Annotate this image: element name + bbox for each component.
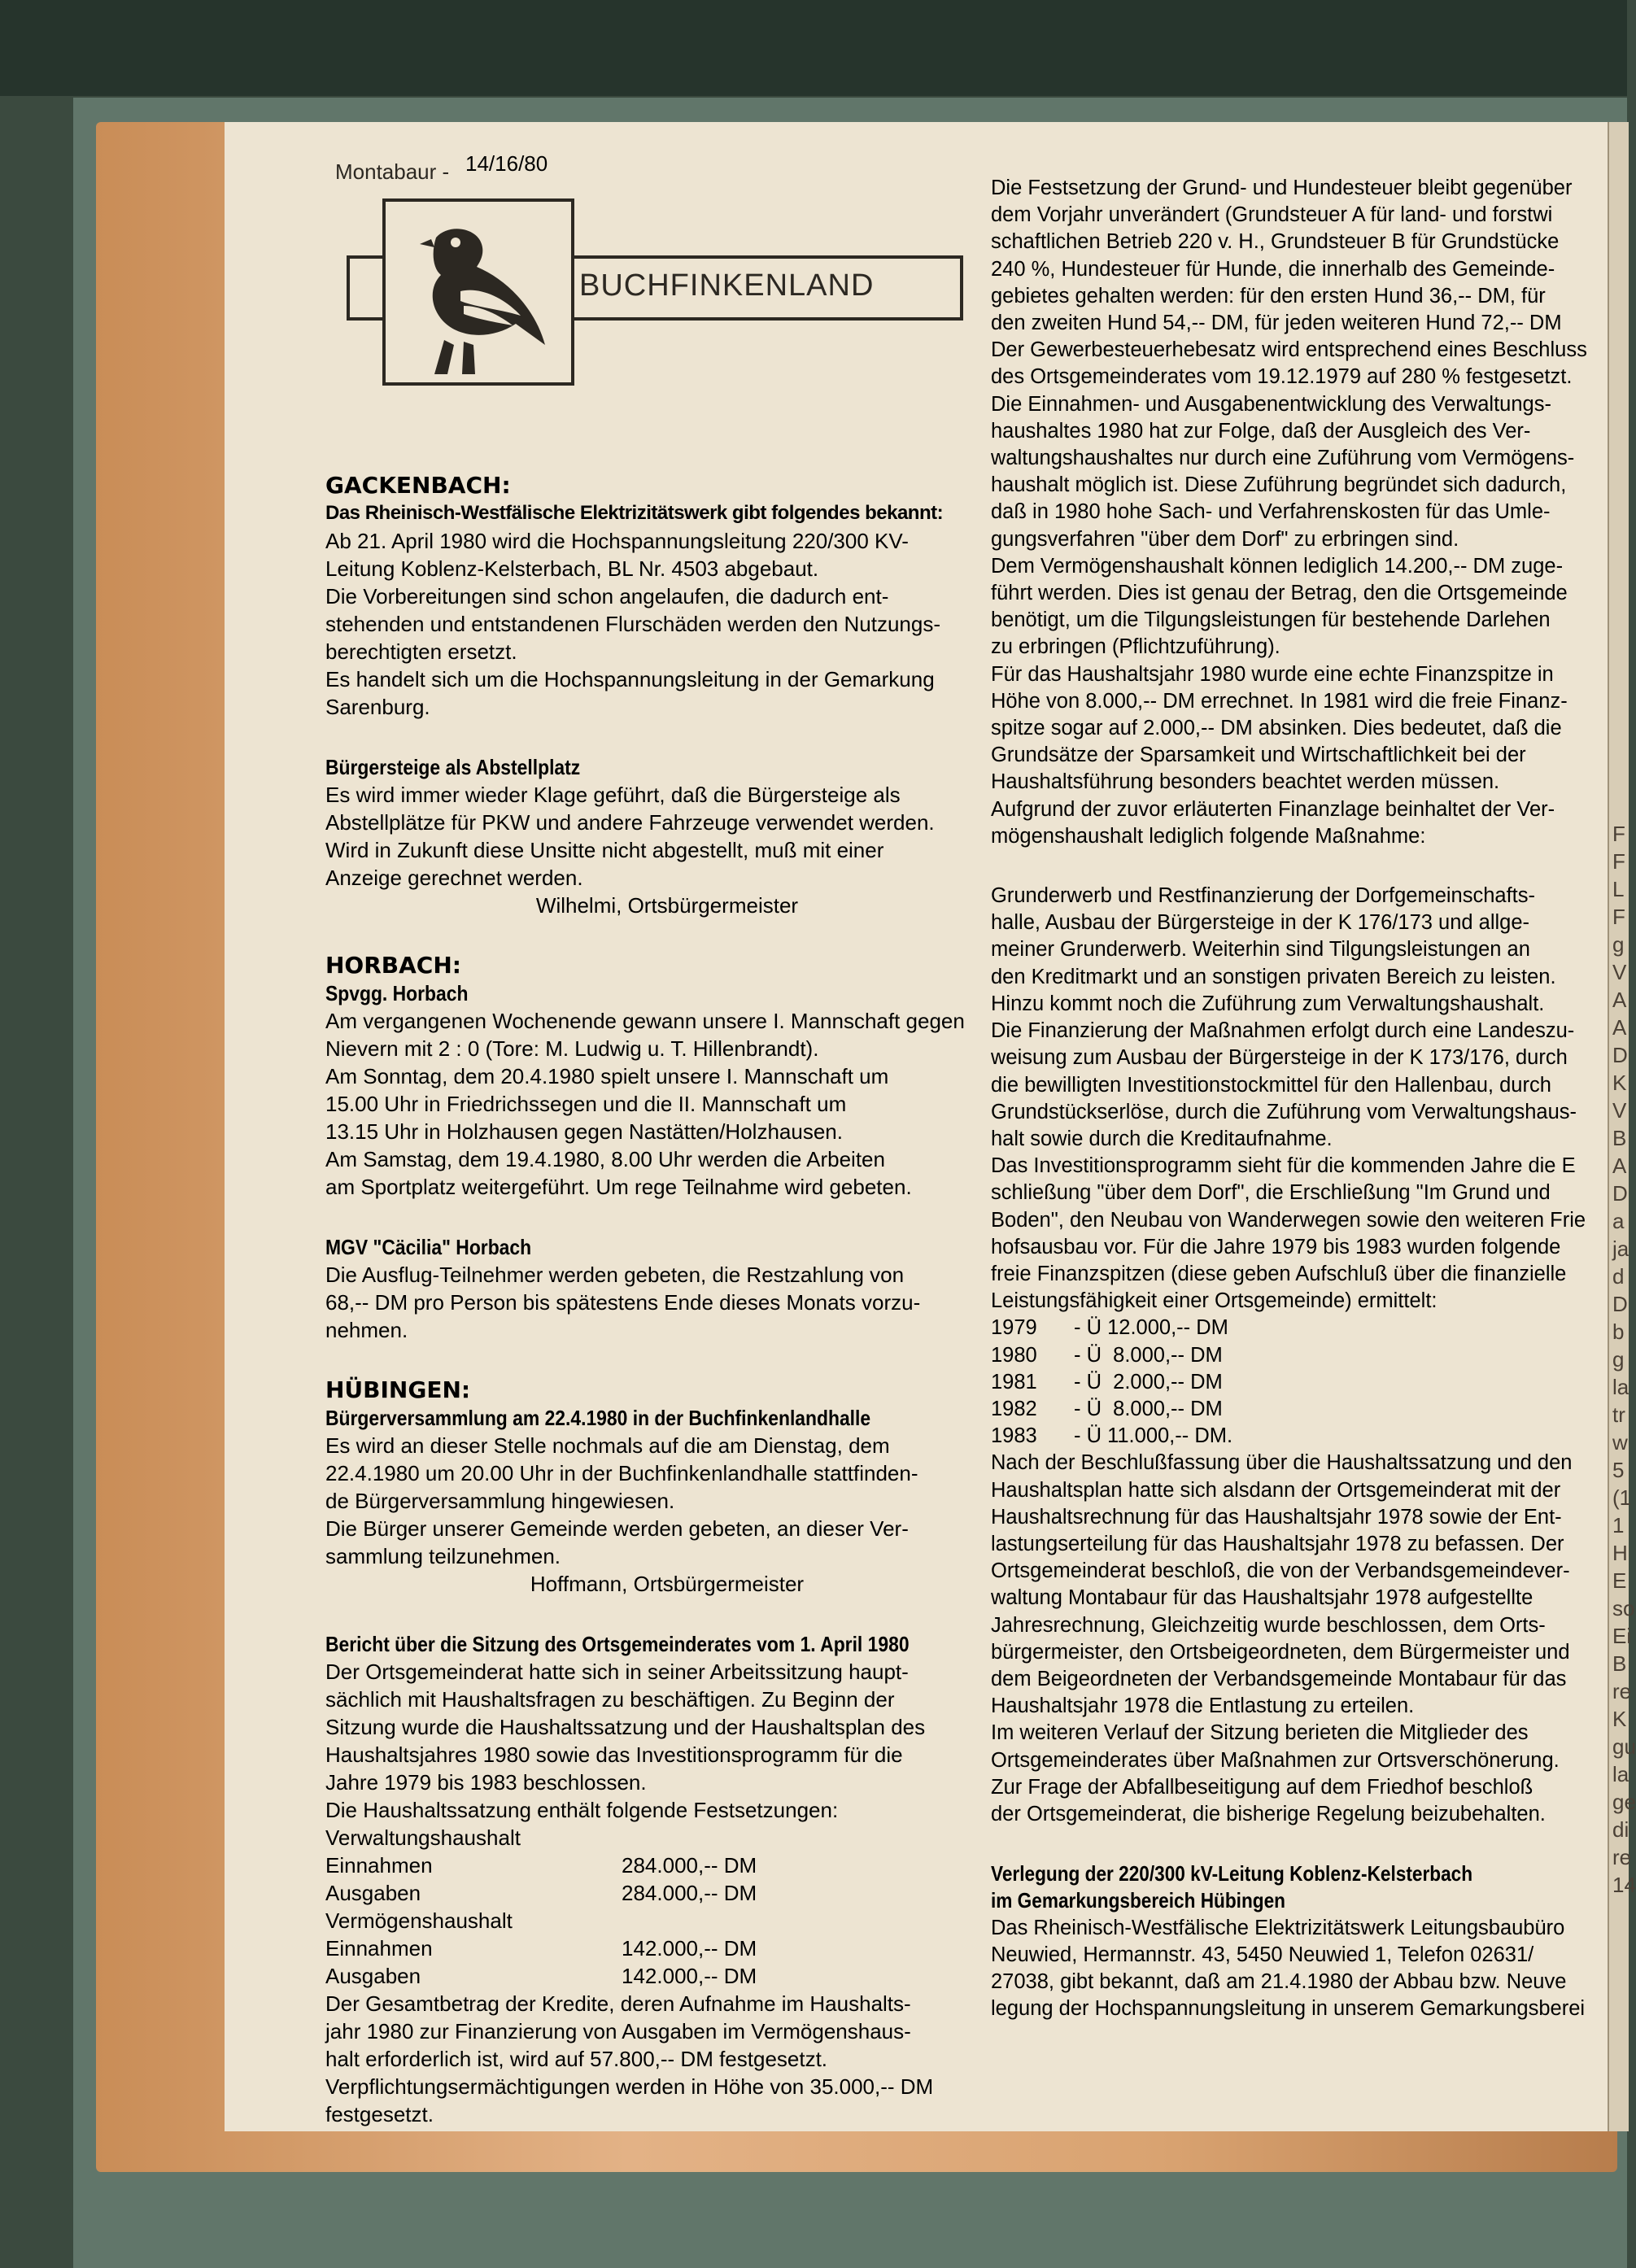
text-line: hofsausbau vor. Für die Jahre 1979 bis 1983 wurden folgende	[991, 1235, 1561, 1258]
edge-letter: K	[1612, 1071, 1627, 1095]
text-line: Im weiteren Verlauf der Sitzung berieten die Mitglieder des	[991, 1721, 1529, 1745]
budget-row	[325, 1962, 976, 1990]
edge-letter: F	[1612, 822, 1625, 846]
finch-bird-icon	[386, 202, 571, 382]
text-line: den zweiten Hund 54,-- DM, für jeden weiteren Hund 72,-- DM	[991, 312, 1562, 335]
text-line: Ortsgemeinderates über Maßnahmen zur Ortsverschönerung.	[991, 1748, 1560, 1772]
text-line: Höhe von 8.000,-- DM errechnet. In 1981 wird die freie Finanz-	[991, 689, 1568, 713]
notice-body-rwe	[325, 527, 976, 721]
text-line: freie Finanzspitzen (diese geben Aufschluß über die finanzielle	[991, 1262, 1567, 1285]
edge-letter: re	[1612, 1845, 1632, 1869]
edge-letter: A	[1612, 1154, 1627, 1178]
text-line: Die Festsetzung der Grund- und Hundesteuer bleibt gegenüber	[991, 177, 1573, 199]
text-line: Nievern mit 2 : 0 (Tore: M. Ludwig u. T. Hillenbrandt).	[325, 1036, 819, 1061]
text-line: sächlich mit Haushaltsfragen zu beschäftigen. Zu Beginn der	[325, 1687, 895, 1712]
text-line: jahr 1980 zur Finanzierung von Ausgaben im Vermögenshaus-	[325, 2019, 911, 2043]
finanzspitze-year: 1980	[991, 1343, 1037, 1367]
budget-row	[325, 1879, 976, 1907]
edge-letter: H	[1612, 1541, 1628, 1565]
text-line: Die Bürger unserer Gemeinde werden gebeten, an dieser Ver-	[325, 1516, 909, 1541]
notice-body-kredite	[325, 1990, 976, 2128]
text-line: 13.15 Uhr in Holzhausen gegen Nastätten/Holzhausen.	[325, 1119, 843, 1144]
finanzspitze-row	[991, 1315, 1593, 1341]
notice-heading-buergersteige: Bürgersteige als Abstellplatz	[325, 755, 581, 779]
notice-body-buergerversammlung	[325, 1432, 976, 1570]
paragraph-verlegung	[991, 1915, 1593, 2023]
text-line: Sarenburg.	[325, 695, 430, 719]
text-line: haushaltes 1980 hat zur Folge, daß der Ausgleich des Ver-	[991, 419, 1531, 443]
issue-number: 14/16/80	[465, 151, 548, 176]
notice-body-mgv	[325, 1261, 976, 1344]
edge-letter: F	[1612, 905, 1625, 929]
text-line: Hinzu kommt noch die Zuführung zum Verwaltungshaushalt.	[991, 992, 1545, 1015]
edge-letter: a	[1612, 1209, 1625, 1233]
text-line: Zur Frage der Abfallbeseitigung auf dem Friedhof beschloß	[991, 1775, 1533, 1799]
text-line: Für das Haushaltsjahr 1980 wurde eine echte Finanzspitze in	[991, 662, 1554, 686]
text-line: halle, Ausbau der Bürgersteige in der K 176/173 und allge-	[991, 911, 1530, 935]
text-line: zu erbringen (Pflichtzuführung).	[991, 635, 1280, 659]
text-line: spitze sogar auf 2.000,-- DM absinken. Dies bedeutet, daß die	[991, 717, 1562, 740]
text-line: Der Gesamtbetrag der Kredite, deren Aufnahme im Haushalts-	[325, 1991, 911, 2016]
text-line: Wird in Zukunft diese Unsitte nicht abgestellt, muß mit einer	[325, 838, 884, 862]
text-line: haushalt möglich ist. Diese Zuführung begründet sich dadurch,	[991, 473, 1567, 497]
budget-label: Einnahmen	[325, 1853, 433, 1878]
text-line: Boden", den Neubau von Wanderwegen sowie den weiteren Frie	[991, 1208, 1586, 1232]
edge-letter: F	[1612, 849, 1625, 874]
text-line: Haushaltsführung besonders beachtet werden müssen.	[991, 770, 1500, 794]
edge-letter: w	[1612, 1430, 1628, 1455]
text-line: Dem Vermögenshaushalt können lediglich 14.200,-- DM zuge-	[991, 554, 1564, 578]
finanzspitze-year: 1981	[991, 1370, 1037, 1394]
header-place: Montabaur -	[335, 159, 450, 184]
text-line: Haushaltsjahr 1978 die Entlastung zu erteilen.	[991, 1694, 1415, 1718]
edge-letter: g	[1612, 1347, 1625, 1372]
text-line: 27038, gibt bekannt, daß am 21.4.1980 der Abbau bzw. Neuve	[991, 1970, 1567, 1993]
edge-letter: b	[1612, 1319, 1625, 1344]
budget-amount: 284.000,-- DM	[622, 1853, 757, 1878]
masthead-title: BUCHFINKENLAND	[579, 268, 875, 303]
edge-letter: la	[1612, 1375, 1629, 1399]
right-column	[991, 175, 1593, 2022]
text-line: waltung Montabaur für das Haushaltsjahr 1978 aufgestellte	[991, 1586, 1533, 1610]
edge-letter: A	[1612, 988, 1627, 1012]
text-line: stehenden und entstandenen Flurschäden werden den Nutzungs-	[325, 612, 940, 636]
text-line: Am Samstag, dem 19.4.1980, 8.00 Uhr werden die Arbeiten	[325, 1147, 885, 1171]
text-line: festgesetzt.	[325, 2102, 434, 2126]
text-line: Die Vorbereitungen sind schon angelaufen, die dadurch ent-	[325, 584, 889, 608]
edge-letter: g	[1612, 932, 1625, 957]
notice-heading-mgv: MGV "Cäcilia" Horbach	[325, 1235, 532, 1259]
edge-letter: D	[1612, 1292, 1628, 1316]
edge-letter: A	[1612, 1015, 1627, 1040]
text-line: dem Beigeordneten der Verbandsgemeinde Montabaur für das	[991, 1667, 1567, 1690]
edge-letter: gu	[1612, 1734, 1636, 1759]
text-line: 240 %, Hundesteuer für Hunde, die innerhalb des Gemeinde-	[991, 257, 1555, 281]
text-line: die bewilligten Investitionstockmittel für den Hallenbau, durch	[991, 1073, 1551, 1097]
edge-letter: di	[1612, 1817, 1629, 1842]
edge-letter: D	[1612, 1181, 1628, 1206]
text-line: Jahre 1979 bis 1983 beschlossen.	[325, 1770, 647, 1795]
edge-letter: L	[1612, 877, 1625, 901]
text-line: schaftlichen Betrieb 220 v. H., Grundsteuer B für Grundstücke	[991, 230, 1560, 254]
text-line: gungsverfahren "über dem Dorf" zu erbringen sind.	[991, 527, 1459, 551]
text-line: Das Rheinisch-Westfälische Elektrizitätswerk Leitungsbaubüro	[991, 1916, 1565, 1939]
edge-letter: ja	[1612, 1236, 1629, 1261]
text-line: Ab 21. April 1980 wird die Hochspannungsleitung 220/300 KV-	[325, 529, 909, 553]
text-line: Es handelt sich um die Hochspannungsleitung in der Gemarkung	[325, 667, 935, 691]
text-line: Haushaltsrechnung für das Haushaltsjahr 1978 sowie der Ent-	[991, 1505, 1562, 1529]
text-line: gebietes gehalten werden: für den ersten Hund 36,-- DM, für	[991, 284, 1546, 307]
finanzspitze-amount: - Ü 2.000,-- DM	[1074, 1370, 1223, 1394]
text-line: benötigt, um die Tilgungsleistungen für bestehende Darlehen	[991, 608, 1551, 632]
text-line: lastungserteilung für das Haushaltsjahr 1978 zu befassen. Der	[991, 1532, 1564, 1555]
text-line: Der Ortsgemeinderat hatte sich in seiner Arbeitssitzung haupt-	[325, 1660, 909, 1684]
budget-row	[325, 1824, 976, 1851]
finanzspitze-amount: - Ü 8.000,-- DM	[1074, 1397, 1223, 1420]
text-line: Verpflichtungsermächtigungen werden in Höhe von 35.000,-- DM	[325, 2074, 934, 2099]
signature-wilhelmi: Wilhelmi, Ortsbürgermeister	[535, 893, 799, 918]
text-line: mögenshaushalt lediglich folgende Maßnahme:	[991, 824, 1426, 848]
edge-letter: la	[1612, 1762, 1629, 1786]
text-line: Leistungsfähigkeit einer Ortsgemeinde) ermittelt:	[991, 1289, 1437, 1313]
edge-letter: ge	[1612, 1790, 1636, 1814]
text-line: Aufgrund der zuvor erläuterten Finanzlage beinhaltet der Ver-	[991, 797, 1555, 821]
text-line: Neuwied, Hermannstr. 43, 5450 Neuwied 1, Telefon 02631/	[991, 1943, 1534, 1966]
text-line: waltungshaushaltes nur durch eine Zuführung vom Vermögens-	[991, 447, 1575, 470]
edge-letter: 5	[1612, 1458, 1625, 1482]
budget-label: Verwaltungshaushalt	[325, 1825, 521, 1850]
budget-row	[325, 1851, 976, 1879]
text-line: 15.00 Uhr in Friedrichssegen und die II. Mannschaft um	[325, 1092, 847, 1116]
title-band-right-edge	[960, 255, 963, 321]
edge-letter: (1	[1612, 1485, 1632, 1510]
text-line: legung der Hochspannungsleitung in unserem Gemarkungsberei	[991, 1997, 1586, 2021]
edge-letter: B	[1612, 1126, 1627, 1150]
edge-letter: 1	[1612, 1513, 1625, 1537]
notice-body-buergersteige	[325, 781, 976, 892]
notice-body-sitzungsbericht	[325, 1658, 976, 1824]
text-line: Grunderwerb und Restfinanzierung der Dorfgemeinschafts-	[991, 884, 1536, 908]
edge-letter: K	[1612, 1707, 1627, 1731]
text-line: Haushaltsplan hatte sich alsdann der Ortsgemeinderat mit der	[991, 1478, 1561, 1502]
text-line: führt werden. Dies ist genau der Betrag, den die Ortsgemeinde	[991, 582, 1568, 605]
text-line: am Sportplatz weitergeführt. Um rege Teilnahme wird gebeten.	[325, 1175, 912, 1199]
edge-letter: D	[1612, 1043, 1628, 1067]
text-line: bürgermeister, den Ortsbeigeordneten, dem Bürgermeister und	[991, 1640, 1570, 1664]
text-line: Jahresrechnung, Gleichzeitig wurde beschlossen, dem Orts-	[991, 1613, 1546, 1637]
text-line: Die Finanzierung der Maßnahmen erfolgt durch eine Landeszu-	[991, 1019, 1575, 1043]
text-line: Ortsgemeinderat beschloß, die von der Verbandsgemeindever-	[991, 1559, 1570, 1583]
text-line: Der Gewerbesteuerhebesatz wird entsprechend eines Beschluss	[991, 338, 1587, 362]
edge-letter: so	[1612, 1596, 1635, 1620]
text-line: schließung "über dem Dorf", die Erschließung "Im Grund und	[991, 1181, 1551, 1205]
edge-letter: 14	[1612, 1873, 1636, 1897]
finanzspitze-amount: - Ü 11.000,-- DM.	[1074, 1424, 1233, 1448]
finanzspitze-year: 1983	[991, 1424, 1037, 1448]
text-line: den Kreditmarkt und an sonstigen privaten Bereich zu leisten.	[991, 965, 1556, 988]
text-line: Am vergangenen Wochenende gewann unsere I. Mannschaft gegen	[325, 1009, 965, 1033]
finanzspitze-year: 1982	[991, 1397, 1037, 1420]
finanzspitze-year: 1979	[991, 1316, 1037, 1340]
finanzspitzen-table	[991, 1315, 1593, 1450]
text-line: nehmen.	[325, 1318, 408, 1342]
text-line: halt sowie durch die Kreditaufnahme.	[991, 1127, 1333, 1150]
edge-letter: V	[1612, 1098, 1627, 1123]
text-line: Sitzung wurde die Haushaltssatzung und der Haushaltsplan des	[325, 1715, 926, 1739]
text-line: Haushaltsjahres 1980 sowie das Investitionsprogramm für die	[325, 1742, 903, 1767]
notice-heading-sitzungsbericht: Bericht über die Sitzung des Ortsgemeinderates vom 1. April 1980	[325, 1632, 910, 1656]
notice-heading-buergerversammlung: Bürgerversammlung am 22.4.1980 in der Buchfinkenlandhalle	[325, 1406, 871, 1430]
text-line: Am Sonntag, dem 20.4.1980 spielt unsere I. Mannschaft um	[325, 1064, 889, 1088]
budget-amount: 142.000,-- DM	[622, 1936, 757, 1961]
text-line: Anzeige gerechnet werden.	[325, 866, 583, 890]
edge-letter: tr	[1612, 1402, 1625, 1427]
text-line: des Ortsgemeinderates vom 19.12.1979 auf 280 % festgesetzt.	[991, 365, 1573, 389]
text-line: Abstellplätze für PKW und andere Fahrzeuge verwendet werden.	[325, 810, 935, 835]
edge-letter: Ei	[1612, 1624, 1632, 1648]
finanzspitze-amount: - Ü 12.000,-- DM	[1074, 1316, 1228, 1340]
paragraph-massnahmen	[991, 883, 1593, 1315]
text-line: de Bürgerversammlung hingewiesen.	[325, 1489, 675, 1513]
section-heading-gackenbach: GACKENBACH:	[325, 472, 511, 499]
section-heading-horbach: HORBACH:	[325, 952, 461, 979]
budget-label: Einnahmen	[325, 1936, 433, 1961]
finanzspitze-amount: - Ü 8.000,-- DM	[1074, 1343, 1223, 1367]
text-line: 22.4.1980 um 20.00 Uhr in der Buchfinkenlandhalle stattfinden-	[325, 1461, 918, 1485]
paragraph-steuern	[991, 175, 1593, 850]
text-line: Die Ausflug-Teilnehmer werden gebeten, die Restzahlung von	[325, 1263, 905, 1287]
text-line: Nach der Beschlußfassung über die Haushaltssatzung und den	[991, 1451, 1573, 1475]
text-line: berechtigten ersetzt.	[325, 639, 517, 664]
budget-label: Vermögenshaushalt	[325, 1908, 513, 1933]
finanzspitze-row	[991, 1369, 1593, 1396]
budget-table	[325, 1824, 976, 1990]
finanzspitze-row	[991, 1423, 1593, 1450]
paragraph-haushaltsrechnung	[991, 1450, 1593, 1828]
edge-letter: d	[1612, 1264, 1625, 1289]
text-line: der Ortsgemeinderat, die bisherige Regelung beizubehalten.	[991, 1802, 1546, 1825]
title-band-left-edge	[347, 255, 350, 321]
text-line: Das Investitionsprogramm sieht für die kommenden Jahre die E	[991, 1154, 1576, 1178]
left-column	[325, 472, 976, 2128]
notice-heading-spvgg: Spvgg. Horbach	[325, 981, 469, 1005]
notice-body-spvgg	[325, 1007, 976, 1201]
edge-letter: E	[1612, 1568, 1627, 1593]
section-heading-huebingen: HÜBINGEN:	[325, 1376, 471, 1403]
budget-amount: 284.000,-- DM	[622, 1881, 757, 1905]
text-line: 68,-- DM pro Person bis spätestens Ende dieses Monats vorzu-	[325, 1290, 921, 1315]
notice-heading-verlegung: Verlegung der 220/300 kV-Leitung Koblenz-Kelsterbach	[991, 1861, 1473, 1886]
text-line: meiner Grunderwerb. Weiterhin sind Tilgungsleistungen an	[991, 938, 1530, 962]
budget-label: Ausgaben	[325, 1881, 421, 1905]
text-line: Die Haushaltssatzung enthält folgende Festsetzungen:	[325, 1798, 839, 1822]
text-line: weisung zum Ausbau der Bürgersteige in der K 173/176, durch	[991, 1046, 1568, 1070]
text-line: Grundstückserlöse, durch die Zuführung vom Verwaltungshaus-	[991, 1100, 1577, 1123]
text-line: sammlung teilzunehmen.	[325, 1544, 561, 1568]
notice-heading-gemarkungsbereich: im Gemarkungsbereich Hübingen	[991, 1888, 1286, 1913]
book-cover-top	[0, 0, 1627, 96]
notice-heading-rwe: Das Rheinisch-Westfälische Elektrizitätswerk gibt folgendes bekannt:	[325, 502, 944, 524]
text-line: Leitung Koblenz-Kelsterbach, BL Nr. 4503 abgebaut.	[325, 556, 819, 581]
text-line: Es wird an dieser Stelle nochmals auf die am Dienstag, dem	[325, 1433, 890, 1458]
edge-letter: re	[1612, 1679, 1632, 1703]
text-line: Es wird immer wieder Klage geführt, daß die Bürgersteige als	[325, 783, 901, 807]
text-line: Die Einnahmen- und Ausgabenentwicklung des Verwaltungs-	[991, 392, 1551, 416]
text-line: dem Vorjahr unverändert (Grundsteuer A für land- und forstwi	[991, 203, 1553, 227]
signature-hoffmann: Hoffmann, Ortsbürgermeister	[530, 1572, 805, 1596]
text-line: Grundsätze der Sparsamkeit und Wirtschaftlichkeit bei der	[991, 744, 1526, 767]
budget-row	[325, 1934, 976, 1962]
edge-letter: V	[1612, 960, 1627, 984]
text-line: halt erforderlich ist, wird auf 57.800,-- DM festgesetzt.	[325, 2047, 828, 2071]
edge-letter: B	[1612, 1651, 1627, 1676]
buchfink-logo	[382, 198, 574, 386]
text-line: daß in 1980 hohe Sach- und Verfahrenskosten für das Umle-	[991, 500, 1551, 524]
budget-row	[325, 1907, 976, 1934]
budget-amount: 142.000,-- DM	[622, 1964, 757, 1988]
finanzspitze-row	[991, 1396, 1593, 1423]
budget-label: Ausgaben	[325, 1964, 421, 1988]
finanzspitze-row	[991, 1342, 1593, 1369]
